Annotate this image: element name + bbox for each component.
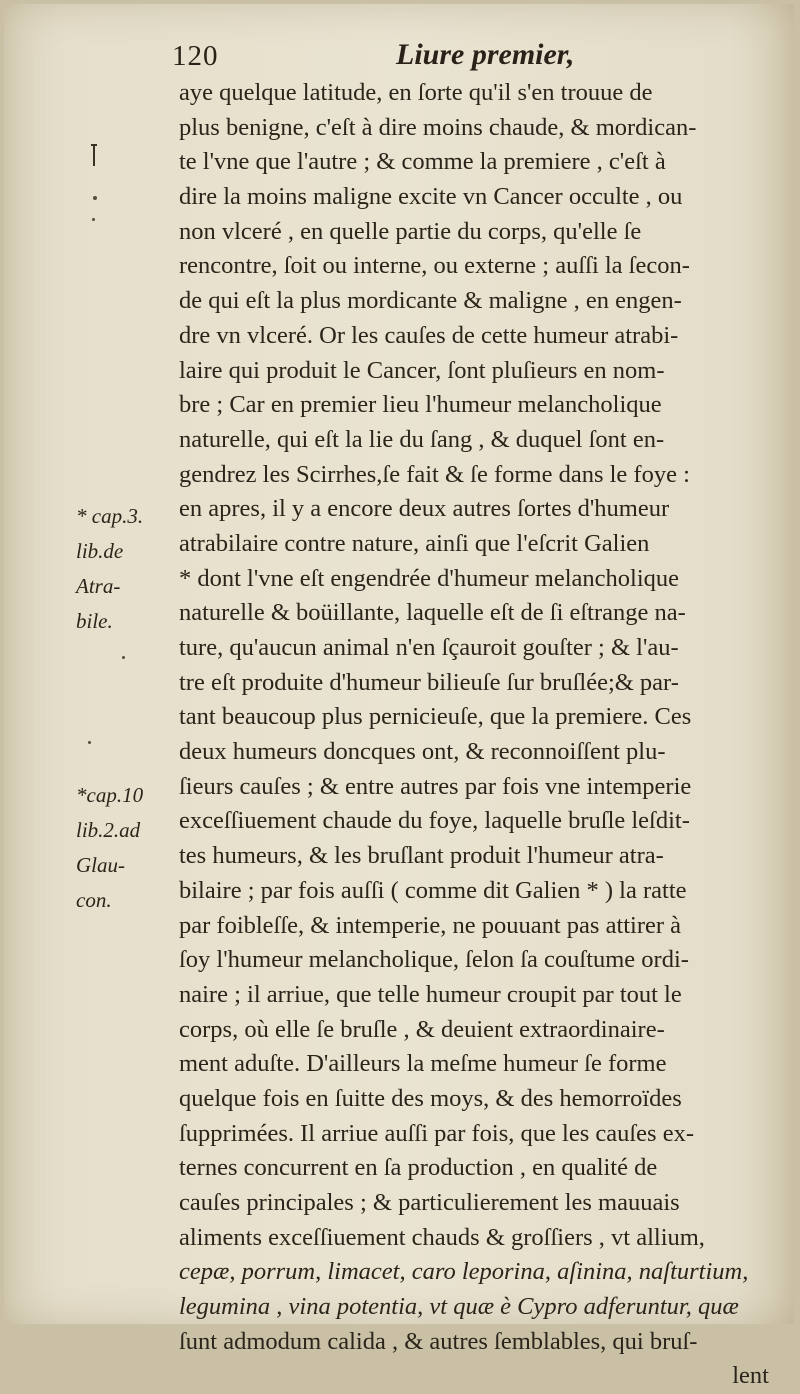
text-line: cauſes principales ; & particulierement les mauuais [179,1189,680,1216]
text-line: * dont l'vne eſt engendrée d'humeur melancholique [179,564,680,592]
text-line: corps, où elle ſe bruſle , & deuient extraordinaire- [179,1015,665,1043]
text-line: naire ; il arriue, que telle humeur croupit par tout le [179,980,682,1008]
text-line: laire qui produit le Cancer, ſont pluſieurs en nom- [179,356,665,384]
text-line: exceſſiuement chaude du foye, laquelle bruſle leſdit- [179,807,690,835]
text-line: aye quelque latitude, en ſorte qu'il s'en trouue de [179,79,653,106]
ink-mark [91,144,97,146]
text-line: ſieurs cauſes ; & entre autres par fois vne intemperie [179,772,692,800]
running-head [4,32,794,72]
text-line: quelque fois en ſuitte des moys, & des hemorroïdes [179,1084,682,1112]
text-line: naturelle & boüillante, laquelle eſt de ſi eſtrange na- [179,599,686,627]
text-line: atrabilaire contre nature, ainſi que l'eſcrit Galien [179,529,650,557]
text-line: ſoy l'humeur melancholique, ſelon ſa couſtume ordi- [179,946,689,974]
marginal-note-line: * cap.3. [76,504,144,528]
text-line: ſupprimées. Il arriue auſſi par fois, que les cauſes ex- [179,1119,694,1147]
ink-mark [93,144,95,166]
text-line: dre vn vlceré. Or les cauſes de cette humeur atrabi- [179,321,679,349]
text-line: par foibleſſe, & intemperie, ne pouuant pas attirer à [179,911,682,939]
text-line: gendrez les Scirrhes,ſe fait & ſe forme dans le foye : [179,460,690,488]
text-line: de qui eſt la plus mordicante & maligne , en engen- [179,287,682,315]
text-line: plus benigne, c'eſt à dire moins chaude, & mordican- [179,113,697,141]
ink-speck [92,218,95,221]
text-line: tant beaucoup plus pernicieuſe, que la premiere. Ces [179,703,692,731]
marginal-note-line: lib.2.ad [76,818,141,842]
text-line-latin: cepæ, porrum, limacet, caro leporina, aſinina, naſturtium, [179,1258,749,1286]
marginal-note-line: bile. [76,609,113,633]
book-page [4,4,794,1390]
body-text [179,76,769,1394]
text-line: bilaire ; par fois auſſi ( comme dit Galien * ) la ratte [179,876,687,904]
text-line: en apres, il y a encore deux autres ſortes d'humeur [179,495,670,523]
marginal-note-line: Glau- [76,853,125,877]
marginal-note-line: Atra- [76,574,121,598]
running-title: Liure premier, [396,38,575,71]
marginal-note [76,499,172,639]
text-line: ſunt admodum calida , & autres ſemblables, qui bruſ- [179,1327,698,1355]
ink-speck [93,196,97,200]
text-line: non vlceré , en quelle partie du corps, qu'elle ſe [179,217,642,245]
catchword: lent [732,1362,769,1390]
text-line: ment aduſte. D'ailleurs la meſme humeur ſe forme [179,1050,667,1078]
marginal-note-line: con. [76,888,112,912]
text-line: deux humeurs doncques ont, & reconnoiſſent plu- [179,738,666,766]
marginal-note [76,778,172,918]
ink-speck [122,656,125,659]
text-line: te l'vne que l'autre ; & comme la premiere , c'eſt à [179,148,666,176]
text-line: tre eſt produite d'humeur bilieuſe ſur bruſlée;& par- [179,668,679,696]
text-line: aliments exceſſiuement chauds & groſſiers , vt allium, [179,1223,705,1251]
text-line: naturelle, qui eſt la lie du ſang , & duquel ſont en- [179,425,665,453]
ink-speck [88,741,91,744]
text-line: ture, qu'aucun animal n'en ſçauroit gouſter ; & l'au- [179,634,679,661]
text-line: bre ; Car en premier lieu l'humeur melancholique [179,391,662,419]
page-number: 120 [172,40,219,72]
text-line: tes humeurs, & les bruſlant produit l'humeur atra- [179,842,664,870]
text-line-latin: legumina , vina potentia, vt quæ è Cypro adferuntur, quæ [179,1293,739,1321]
text-line: dire la moins maligne excite vn Cancer occulte , ou [179,183,683,211]
marginal-note-line: *cap.10 [76,783,144,807]
marginal-note-line: lib.de [76,539,124,563]
text-line: ternes concurrent en ſa production , en qualité de [179,1154,658,1182]
text-line: rencontre, ſoit ou interne, ou externe ; auſſi la ſecon- [179,252,690,280]
